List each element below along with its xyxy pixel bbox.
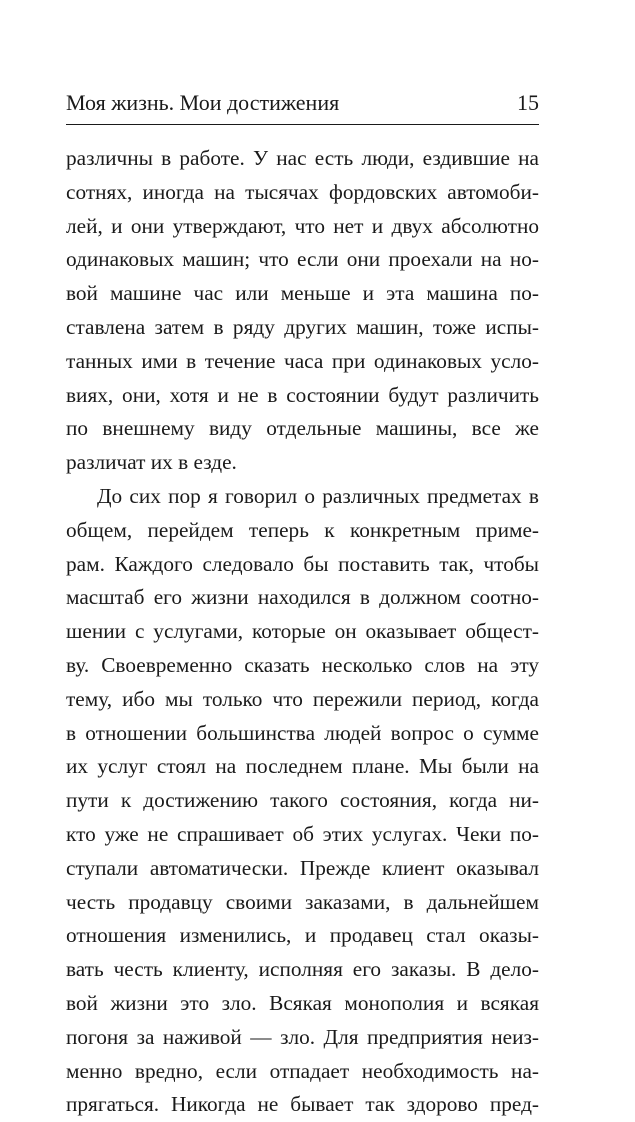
text-line: отношения изменились, и продавец стал оказы- <box>66 923 539 948</box>
text-line: прягаться. Никогда не бывает так здорово пред- <box>66 1092 539 1117</box>
text-line: вать честь клиенту, исполняя его заказы. В дело- <box>66 957 539 982</box>
text-line: различны в работе. У нас есть люди, ездившие на <box>66 146 539 170</box>
text-line: их услуг стоял на последнем плане. Мы были на <box>66 754 539 779</box>
text-line: вой жизни это зло. Всякая монополия и всякая <box>66 990 539 1015</box>
text-line: сотнях, иногда на тысячах фордовских автомоби- <box>66 179 539 204</box>
text-line: шении с услугами, которые он оказывает общест- <box>66 619 539 644</box>
text-line: рам. Каждого следовало бы поставить так, чтобы <box>66 551 539 576</box>
running-header <box>66 88 539 118</box>
text-line: пути к достижению такого состояния, когда ни- <box>66 788 539 813</box>
running-title: Моя жизнь. Мои достижения <box>66 90 340 115</box>
text-line: вой машине час или меньше и эта машина по- <box>66 281 539 306</box>
text-line: ву. Своевременно сказать несколько слов на эту <box>66 652 539 677</box>
text-line: общем, перейдем теперь к конкретным приме- <box>66 517 539 542</box>
body-text <box>66 142 539 1122</box>
header-rule <box>66 124 539 125</box>
text-line: в отношении большинства людей вопрос о сумме <box>66 720 539 745</box>
page-number: 15 <box>517 90 539 115</box>
text-line: погоня за наживой — зло. Для предприятия неиз- <box>66 1024 539 1049</box>
text-line: виях, они, хотя и не в состоянии будут различить <box>66 382 539 407</box>
text-line: честь продавцу своими заказами, в дальнейшем <box>66 889 539 914</box>
text-line: одинаковых машин; что если они проехали на но- <box>66 247 539 272</box>
text-line: тему, ибо мы только что пережили период, когда <box>66 686 539 711</box>
text-line: по внешнему виду отдельные машины, все же <box>66 416 539 441</box>
text-line: ставлена затем в ряду других машин, тоже испы- <box>66 314 539 339</box>
paragraph-start-line: До сих пор я говорил о различных предметах в <box>97 483 539 508</box>
text-line: ступали автоматически. Прежде клиент оказывал <box>66 855 539 880</box>
paragraph-end-line: различат их в езде. <box>66 450 237 475</box>
text-line: лей, и они утверждают, что нет и двух абсолютно <box>66 213 539 238</box>
text-line: масштаб его жизни находился в должном соотно- <box>66 585 539 610</box>
text-line: кто уже не спрашивает об этих услугах. Чеки по- <box>66 821 539 846</box>
text-line: менно вредно, если отпадает необходимость на- <box>66 1058 539 1083</box>
text-line: танных ими в течение часа при одинаковых усло- <box>66 348 539 373</box>
